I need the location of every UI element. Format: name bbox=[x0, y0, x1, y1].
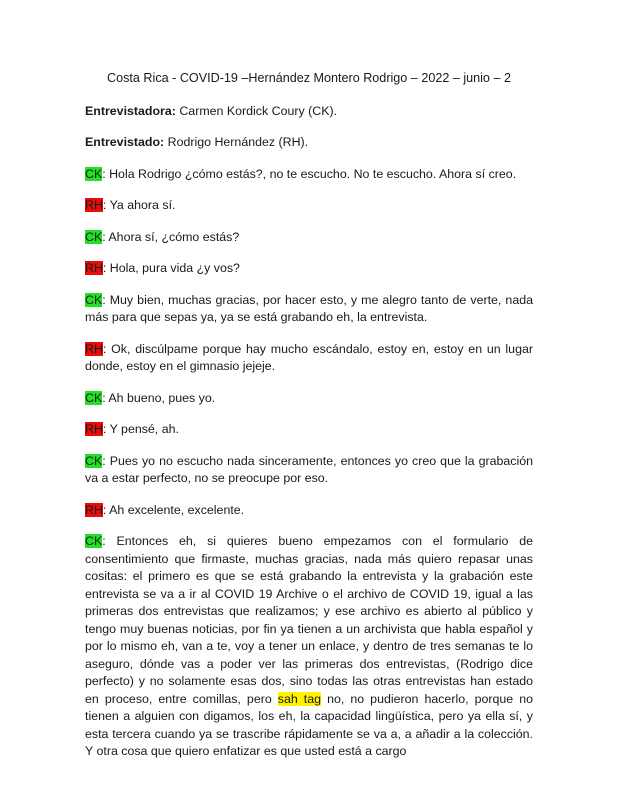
speaker-tag-rh: RH bbox=[85, 261, 103, 275]
interviewee-label: Entrevistado: bbox=[85, 135, 165, 149]
turn-text: : Entonces eh, si quieres bueno empezamos con el formulario de consentimiento que firmaste, muchas gracias, nada más quiero repasar unas cositas: el primero es que se está grabando la entrevista y la grabación este entrevista se va a ir al COVID 19 Archive o el archivo de COVID 19, igual a las primeras dos entrevistas que realizamos; y ese archivo es abierto al público y tengo muy buenas noticias, por fin ya tienen a un archivista que habla español y por lo mismo eh, van a te, voy a tener un enlace, y dentro de tres semanas te lo aseguro, dónde vas a poder ver las primeras dos entrevistas, (Rodrigo dice perfecto) y no solamente esas dos, sino todas las otras entrevistas han estado en proceso, entre comillas, pero bbox=[85, 534, 533, 706]
turn-text: no, no pudieron hacerlo, porque no tienen a alguien con digamos, los eh, la capacidad lingüística, pero ya ella sí, y esta tercera cuando ya se trascribe rápidamente se va a, a añadir a la colección. Y otra cosa que quiero enfatizar es que usted está a cargo bbox=[85, 691, 533, 758]
turn-ck bbox=[85, 292, 533, 327]
turn-ck bbox=[85, 533, 533, 761]
speaker-tag-ck: CK bbox=[85, 453, 103, 468]
turn-rh bbox=[85, 341, 533, 376]
turn-text: : Ah bueno, pues yo. bbox=[102, 390, 216, 405]
turn-text: : Ahora sí, ¿cómo estás? bbox=[102, 229, 240, 244]
speaker-tag-ck: CK bbox=[85, 390, 103, 405]
turn-text: : Ya ahora sí. bbox=[102, 198, 176, 212]
interviewer-name: Carmen Kordick Coury (CK). bbox=[175, 103, 338, 118]
interviewee-line bbox=[85, 134, 533, 152]
speaker-tag-ck: CK bbox=[85, 166, 103, 181]
turn-text: : Hola Rodrigo ¿cómo estás?, no te escucho. No te escucho. Ahora sí creo. bbox=[102, 166, 517, 181]
turn-ck bbox=[85, 166, 533, 184]
turn-ck bbox=[85, 453, 533, 488]
speaker-tag-rh: RH bbox=[85, 198, 103, 212]
highlighted-text: sah tag bbox=[277, 691, 322, 706]
speaker-tag-rh: RH bbox=[85, 422, 103, 436]
turn-rh bbox=[85, 260, 533, 278]
turn-text: : Pues yo no escucho nada sinceramente, entonces yo creo que la grabación va a estar perfecto, no se preocupe por eso. bbox=[85, 453, 533, 485]
turn-text: : Muy bien, muchas gracias, por hacer esto, y me alegro tanto de verte, nada más para que sepas ya, ya se está grabando eh, la entrevista. bbox=[85, 292, 533, 324]
turn-ck bbox=[85, 390, 533, 408]
turn-rh bbox=[85, 502, 533, 520]
interviewer-line bbox=[85, 103, 533, 121]
speaker-tag-ck: CK bbox=[85, 229, 103, 244]
speaker-tag-rh: RH bbox=[85, 341, 103, 356]
speaker-tag-ck: CK bbox=[85, 534, 103, 548]
interviewer-label: Entrevistadora: bbox=[85, 103, 176, 118]
turn-rh bbox=[85, 421, 533, 439]
turn-text: : Ah excelente, excelente. bbox=[102, 502, 245, 517]
turn-text: : Y pensé, ah. bbox=[102, 422, 179, 436]
turn-ck bbox=[85, 229, 533, 247]
turn-rh bbox=[85, 197, 533, 215]
interviewee-name: Rodrigo Hernández (RH). bbox=[164, 135, 309, 149]
turn-text: : Hola, pura vida ¿y vos? bbox=[102, 261, 240, 275]
speaker-tag-rh: RH bbox=[85, 502, 103, 517]
transcript-page bbox=[85, 70, 533, 761]
document-title: Costa Rica - COVID-19 –Hernández Montero Rodrigo – 2022 – junio – 2 bbox=[107, 71, 511, 85]
turn-text: : Ok, discúlpame porque hay mucho escándalo, estoy en, estoy en un lugar donde, estoy en el gimnasio jejeje. bbox=[85, 341, 533, 373]
speaker-tag-ck: CK bbox=[85, 292, 103, 307]
